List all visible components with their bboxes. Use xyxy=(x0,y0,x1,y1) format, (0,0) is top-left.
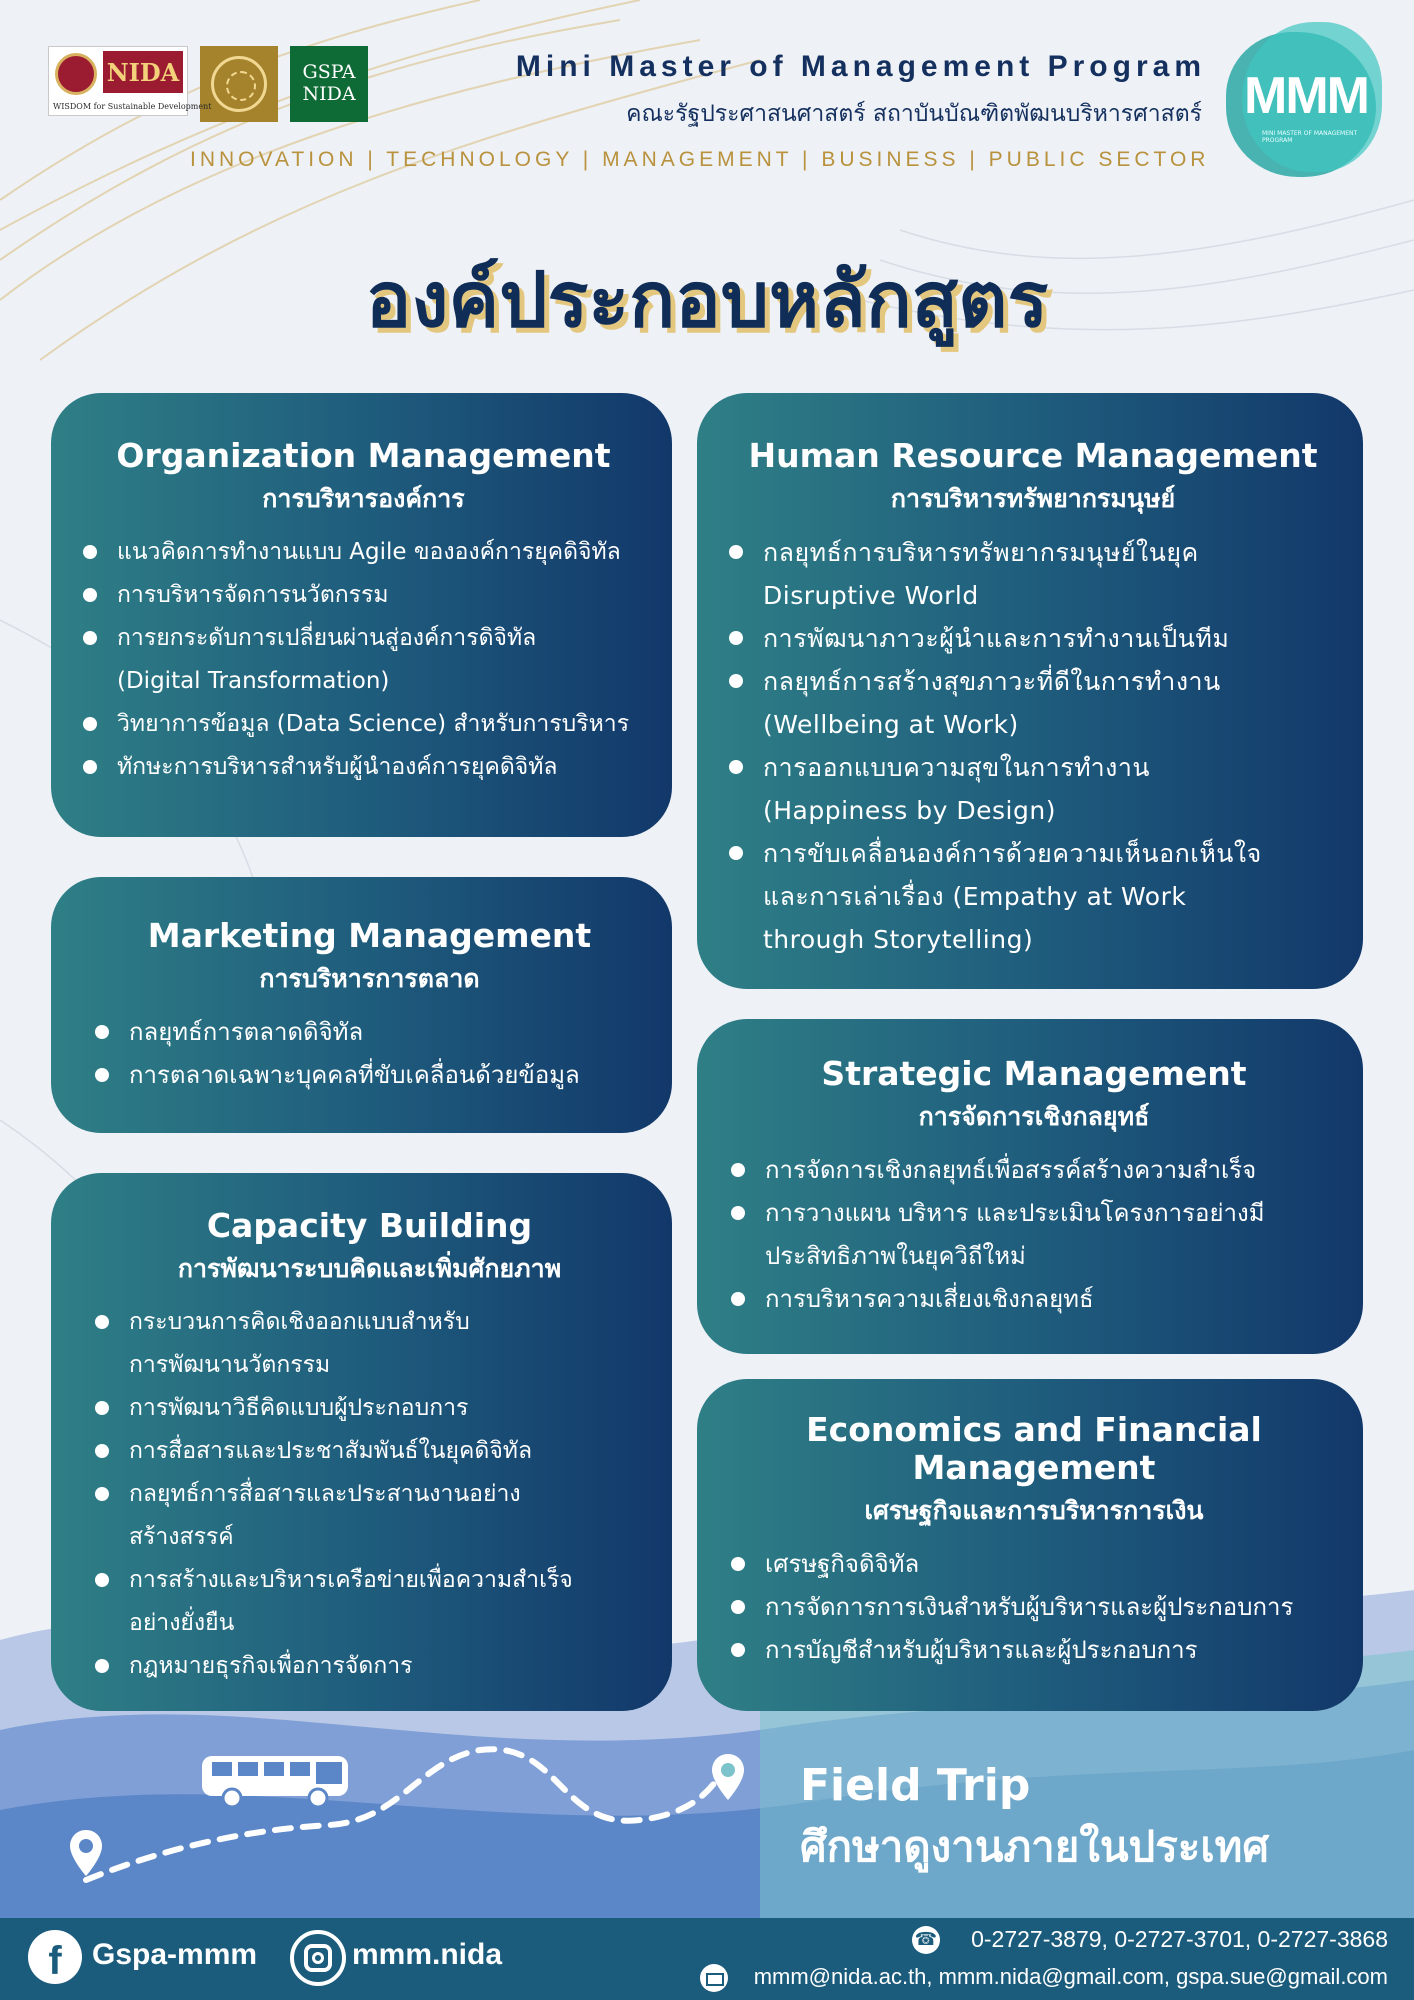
topic-text: เศรษฐกิจดิจิทัล xyxy=(765,1549,920,1578)
page-title: องค์ประกอบหลักสูตร xyxy=(365,255,1049,344)
facebook-handle[interactable]: Gspa-mmm xyxy=(92,1938,258,1971)
topic-item xyxy=(725,746,1341,832)
card-title-th: การบริหารทรัพยากรมนุษย์ xyxy=(890,483,1176,513)
topic-text: ทักษะการบริหารสำหรับผู้นำองค์การยุคดิจิทัล xyxy=(117,753,558,780)
topic-text: กลยุทธ์การสื่อสารและประสานงานอย่าง xyxy=(129,1480,521,1507)
topic-text: การขับเคลื่อนองค์การด้วยความเห็นอกเห็นใจ xyxy=(763,838,1262,868)
topic-text: การบริหารความเสี่ยงเชิงกลยุทธ์ xyxy=(765,1284,1094,1313)
topic-text-continued: และการเล่าเรื่อง (Empathy at Work xyxy=(763,881,1187,911)
gspa-logo-line1: GSPA xyxy=(302,61,356,84)
topic-item xyxy=(91,1054,648,1097)
topic-text: แนวคิดการทำงานแบบ Agile ขององค์การยุคดิจิทัล xyxy=(117,538,621,565)
card-title-en: Organization Management xyxy=(116,436,611,475)
gspa-logo-line2: NIDA xyxy=(302,83,356,105)
topic-item xyxy=(725,660,1341,746)
topic-text-continued: Disruptive World xyxy=(763,580,979,610)
topic-item xyxy=(725,617,1341,660)
topic-text-continued: การพัฒนานวัตกรรม xyxy=(129,1351,331,1378)
email-icon xyxy=(700,1964,728,1992)
instagram-icon[interactable] xyxy=(290,1930,346,1986)
topic-text-continued: through Storytelling) xyxy=(763,924,1034,954)
route-path xyxy=(0,1720,800,1910)
topic-text: การออกแบบความสุขในการทำงาน xyxy=(763,752,1150,782)
partner-logos xyxy=(48,46,368,122)
card-title-en: Human Resource Management xyxy=(748,436,1318,475)
topic-text-continued: สร้างสรรค์ xyxy=(129,1523,234,1550)
topic-item xyxy=(727,1278,1341,1321)
topic-text: การจัดการการเงินสำหรับผู้บริหารและผู้ประกอบการ xyxy=(765,1592,1294,1621)
topic-item xyxy=(91,1301,648,1387)
instagram-handle[interactable]: mmm.nida xyxy=(352,1938,503,1971)
topic-text-continued: (Happiness by Design) xyxy=(763,795,1056,825)
topic-text: การบริหารจัดการนวัตกรรม xyxy=(117,581,389,608)
topic-item xyxy=(79,574,648,617)
card-title-th: การบริหารองค์การ xyxy=(262,483,465,513)
topic-text: กระบวนการคิดเชิงออกแบบสำหรับ xyxy=(129,1308,470,1335)
topic-text: การจัดการเชิงกลยุทธ์เพื่อสรรค์สร้างความสำเร็จ xyxy=(765,1155,1257,1184)
topic-text: การพัฒนาวิธีคิดแบบผู้ประกอบการ xyxy=(129,1394,469,1421)
course-card-marketing-management xyxy=(51,877,672,1133)
topic-list xyxy=(79,531,648,789)
topic-list xyxy=(727,1543,1341,1672)
topic-text-continued: ประสิทธิภาพในยุควิถีใหม่ xyxy=(765,1241,1026,1270)
topic-item xyxy=(91,1387,648,1430)
topic-item xyxy=(79,746,648,789)
card-title-th: การบริหารการตลาด xyxy=(259,963,480,993)
seal-icon xyxy=(211,56,267,112)
topic-text: กลยุทธ์การตลาดดิจิทัล xyxy=(129,1017,364,1046)
card-title-th: การพัฒนาระบบคิดและเพิ่มศักยภาพ xyxy=(177,1253,562,1283)
topic-text: กลยุทธ์การสร้างสุขภาวะที่ดีในการทำงาน xyxy=(763,666,1221,696)
topic-text-continued: (Digital Transformation) xyxy=(117,667,390,694)
topic-item xyxy=(91,1430,648,1473)
topic-text: การบัญชีสำหรับผู้บริหารและผู้ประกอบการ xyxy=(765,1635,1198,1664)
topic-text-continued: (Wellbeing at Work) xyxy=(763,709,1019,739)
facebook-icon[interactable]: f xyxy=(28,1930,82,1984)
topic-item xyxy=(727,1149,1341,1192)
nida-tagline: WISDOM for Sustainable Development xyxy=(53,102,212,111)
bus-icon xyxy=(198,1752,354,1810)
field-trip-subtitle: ศึกษาดูงานภายในประเทศ xyxy=(800,1822,1270,1871)
map-pin-icon xyxy=(68,1828,104,1880)
topic-item xyxy=(91,1559,648,1645)
course-card-capacity-building xyxy=(51,1173,672,1711)
topic-item xyxy=(727,1586,1341,1629)
topic-text: การยกระดับการเปลี่ยนผ่านสู่องค์การดิจิทัล xyxy=(117,624,537,651)
topic-text: กลยุทธ์การบริหารทรัพยากรมนุษย์ในยุค xyxy=(763,537,1199,567)
topic-list xyxy=(91,1301,648,1688)
course-card-economics-financial-management xyxy=(697,1379,1363,1711)
mmm-logo-small-text: MINI MASTER OF MANAGEMENT PROGRAM xyxy=(1262,130,1358,145)
topic-item xyxy=(727,1543,1341,1586)
topic-list xyxy=(91,1011,648,1097)
topic-text: การสร้างและบริหารเครือข่ายเพื่อความสำเร็จ xyxy=(129,1566,573,1593)
topic-item xyxy=(727,1629,1341,1672)
course-card-strategic-management xyxy=(697,1019,1363,1354)
topic-item xyxy=(91,1011,648,1054)
field-trip-title: Field Trip xyxy=(800,1760,1031,1811)
card-title-en: Capacity Building xyxy=(206,1206,533,1245)
topic-text: กฎหมายธุรกิจเพื่อการจัดการ xyxy=(129,1652,413,1679)
program-subtitle: คณะรัฐประศาสนศาสตร์ สถาบันบัณฑิตพัฒนบริหารศาสตร์ xyxy=(626,101,1202,127)
nida-emblem-icon xyxy=(55,53,97,95)
card-title-th: การจัดการเชิงกลยุทธ์ xyxy=(918,1101,1150,1131)
card-title-en: Marketing Management xyxy=(147,916,592,955)
nida-logo xyxy=(48,46,212,116)
course-card-human-resource-management xyxy=(697,393,1363,989)
program-tags: INNOVATION | TECHNOLOGY | MANAGEMENT | BUSINESS | PUBLIC SECTOR xyxy=(190,148,1210,171)
topic-text: การพัฒนาภาวะผู้นำและการทำงานเป็นทีม xyxy=(763,623,1230,653)
topic-text: การสื่อสารและประชาสัมพันธ์ในยุคดิจิทัล xyxy=(129,1437,533,1464)
topic-text: วิทยาการข้อมูล (Data Science) สำหรับการบริหาร xyxy=(117,710,630,737)
topic-item xyxy=(91,1645,648,1688)
card-title-en-line2: Management xyxy=(912,1447,1156,1487)
contact-footer xyxy=(0,1918,1414,2000)
topic-text-continued: อย่างยั่งยืน xyxy=(129,1609,235,1636)
map-pin-icon xyxy=(710,1752,746,1804)
course-card-organization-management xyxy=(51,393,672,837)
card-title-th: เศรษฐกิจและการบริหารการเงิน xyxy=(864,1495,1204,1525)
topic-item xyxy=(91,1473,648,1559)
phone-icon: ☎ xyxy=(912,1926,940,1954)
topic-item xyxy=(725,531,1341,617)
topic-list xyxy=(725,531,1341,961)
topic-item xyxy=(79,617,648,703)
topic-item xyxy=(79,531,648,574)
mmm-logo xyxy=(1226,22,1386,182)
mmm-logo-letters: MMM xyxy=(1244,67,1368,125)
topic-item xyxy=(725,832,1341,961)
topic-text: การวางแผน บริหาร และประเมินโครงการอย่างมี xyxy=(765,1198,1265,1227)
card-title-en xyxy=(727,1411,1341,1487)
topic-item xyxy=(727,1192,1341,1278)
topic-list xyxy=(727,1149,1341,1321)
topic-item xyxy=(79,703,648,746)
university-seal-logo xyxy=(200,46,278,122)
nida-wordmark: NIDA xyxy=(103,51,183,93)
email-addresses[interactable]: mmm@nida.ac.th, mmm.nida@gmail.com, gspa.sue@gmail.com xyxy=(753,1964,1388,1989)
phone-numbers[interactable]: 0-2727-3879, 0-2727-3701, 0-2727-3868 xyxy=(971,1926,1388,1952)
card-title-en: Strategic Management xyxy=(821,1054,1247,1093)
program-title: Mini Master of Management Program xyxy=(515,50,1206,83)
card-title-en-line1: Economics and Financial xyxy=(806,1410,1262,1449)
topic-text: การตลาดเฉพาะบุคคลที่ขับเคลื่อนด้วยข้อมูล xyxy=(129,1060,580,1089)
gspa-logo xyxy=(290,46,368,122)
